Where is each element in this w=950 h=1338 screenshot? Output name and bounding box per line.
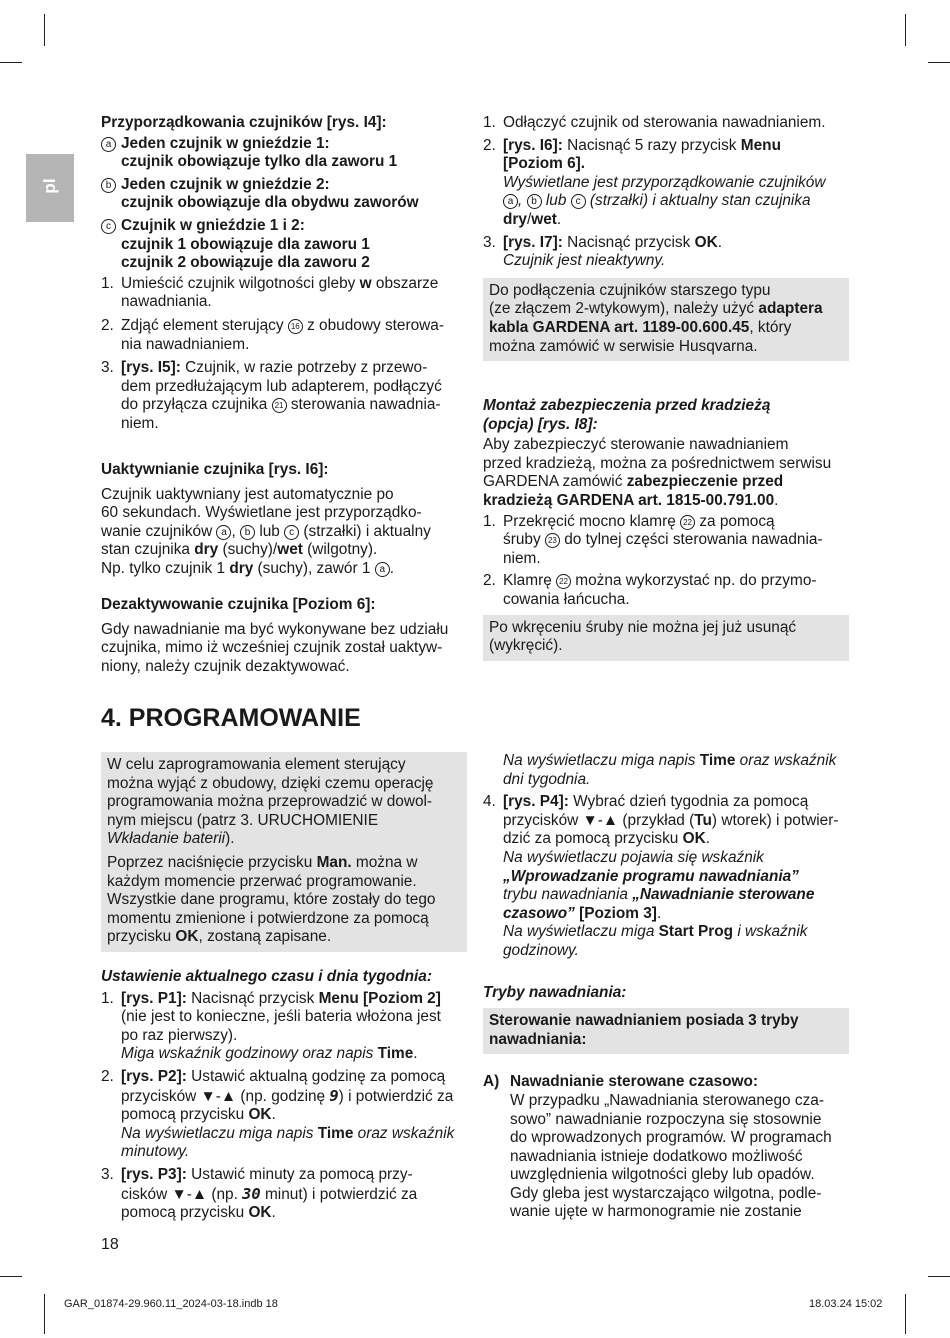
- assignment-c-line3: czujnik 2 obowiązuje dla zaworu 2: [121, 254, 370, 272]
- step-1: 1. Odłączyć czujnik od sterowania nawadnianiem.: [483, 114, 826, 131]
- circle-c-marker: c: [284, 525, 299, 540]
- segment-digit: 9: [329, 1086, 339, 1105]
- step-number: 1.: [101, 274, 114, 292]
- down-up-arrows-icon: ▼-▲: [582, 811, 619, 829]
- step-3: 3. [rys. I5]: Czujnik, w razie potrzeby z przewo- dem przedłużającym lub adapterem, podłączyć do przyłącza czujnika 21 sterowania nawadnia- niem.: [101, 359, 442, 432]
- weekday-section: Na wyświetlaczu miga napis Time oraz wskaźnik dni tygodnia. 4. [rys. P4]: Wybrać dzień tygodnia za pomocą przycisków ▼-▲ (przykład (Tu) wtorek) i potwier- dzić za pomocą przycisku OK. Na wyświetlaczu pojawia się wskaźnik „Wprowadzanie programu nawadniania” trybu nawadniania „Nawadnianie sterowane czasowo” [Poziom 3]. Na wyświetlaczu miga Start Prog i wskaźnik godzinowy. Tryby nawadniania: Sterowanie nawadnianiem posiada 3 tryby nawadniania: A) Nawadnianie sterowane czasowo: W przypadku „Nawadniania sterowanego cza- sowo” nawadnianie rozpoczyna się stosownie do wprowadzonych programów. W programach nawadniania istnieje dodatkowo możliwość uwzględnienia wilgotności gleby lub opadów. Gdy gleba jest wystarczająco wilgotna, podle- wanie ujęte w harmonogramie nie zostanie: [483, 752, 849, 1222]
- adapter-note-box: Do podłączenia czujników starszego typu (ze złączem 2-wtykowym), należy użyć adaptera kabla GARDENA art. 1189-00.600.45, który można zamówić w serwisie Husqvarna.: [483, 278, 849, 361]
- step-p1: 1. [rys. P1]: Nacisnąć przycisk Menu [Poziom 2] (nie jest to konieczne, jeśli bateria włożona jest po raz pierwszy). Miga wskaźnik godzinowy oraz napis Time.: [101, 989, 441, 1063]
- assignment-a: [101, 135, 467, 172]
- down-up-arrows-icon: ▼-▲: [200, 1087, 237, 1105]
- crop-mark: [905, 1294, 906, 1334]
- step-p4: 4. [rys. P4]: Wybrać dzień tygodnia za pomocą przycisków ▼-▲ (przykład (Tu) wtorek) i potwier- dzić za pomocą przycisku OK. Na wyświetlaczu pojawia się wskaźnik „Wprowadzanie programu nawadniania” trybu nawadniania „Nawadnianie sterowane czasowo” [Poziom 3]. Na wyświetlaczu miga Start Prog i wskaźnik godzinowy.: [483, 793, 839, 959]
- mode-a: A) Nawadnianie sterowane czasowo: W przypadku „Nawadniania sterowanego cza- sowo” nawadnianie rozpoczyna się stosownie do wprowadzonych programów. W programach nawadniania istnieje dodatkowo możliwość uwzględnienia wilgotności gleby lub opadów. Gdy gleba jest wystarczająco wilgotna, podle- wanie ujęte w harmonogramie nie zostanie: [483, 1073, 832, 1221]
- screw-note-box: Po wkręceniu śruby nie można jej już usunąć (wykręcić).: [483, 615, 849, 661]
- assignment-b-line2: czujnik obowiązuje dla obydwu zaworów: [121, 194, 419, 212]
- page-number: 18: [101, 1236, 119, 1253]
- assignment-c-line1: Czujnik w gnieździe 1 i 2:: [121, 216, 305, 234]
- circle-a-marker: a: [503, 194, 518, 209]
- circle-22-marker: 22: [556, 574, 571, 589]
- circle-b-marker: b: [240, 525, 255, 540]
- step-2: 2. [rys. I6]: Nacisnąć 5 razy przycisk Menu [Poziom 6]. Wyświetlane jest przyporządkowanie czujników a , b lub c (strzałki) i aktualny stan czujnika dry/wet.: [483, 136, 826, 228]
- circle-c-marker: c: [101, 219, 116, 234]
- crop-mark: [905, 14, 906, 46]
- circle-16-marker: 16: [288, 319, 303, 334]
- programming-note-box: W celu zaprogramowania element sterujący można wyjąć z obudowy, dzięki czemu operację programowania można przeprowadzić w dowol- nym miejscu (patrz 3. URUCHOMIENIE Wkładanie baterii). Poprzez naciśnięcie przycisku Man. można w każdym momencie przerwać programowanie. Wszystkie dane programu, które zostały do tego momentu zmienione i potwierdzone za pomocą przycisku OK, zostaną zapisane.: [101, 752, 467, 952]
- assignment-c: [101, 217, 467, 273]
- section-title: 4. PROGRAMOWANIE: [101, 704, 361, 732]
- step-p2: 2. [rys. P2]: Ustawić aktualną godzinę za pomocą przycisków ▼-▲ (np. godzinę 9) i potwierdzić za pomocą przycisku OK. Na wyświetlaczu miga napis Time oraz wskaźnik minutowy.: [101, 1067, 455, 1161]
- segment-digit: 30: [242, 1184, 261, 1203]
- down-up-arrows-icon: ▼-▲: [171, 1185, 208, 1203]
- footer-date: 18.03.24 15:02: [809, 1298, 883, 1310]
- deactivate-section: Dezaktywowanie czujnika [Poziom 6]: Gdy nawadnianie ma być wykonywane bez udziału czujnika, mimo iż wcześniej czujnik został uaktyw- niony, należy czujnik dezaktywować.: [101, 596, 467, 676]
- language-tab-label: pl: [40, 178, 59, 194]
- step-p3: 3. [rys. P3]: Ustawić minuty za pomocą przy- cisków ▼-▲ (np. 30 minut) i potwierdzić za pomocą przycisku OK.: [101, 1165, 418, 1222]
- assignment-a-line1: Jeden czujnik w gnieździe 1:: [121, 134, 330, 152]
- circle-b-marker: b: [527, 194, 542, 209]
- step-2: 2. Zdjąć element sterujący 16 z obudowy sterowa- nia nawadnianiem.: [101, 316, 444, 353]
- sensor-assignment-section: [101, 114, 467, 434]
- step-number: 3.: [101, 359, 114, 377]
- crop-mark: [928, 1276, 950, 1277]
- step-3: 3. [rys. I7]: Nacisnąć przycisk OK. Czujnik jest nieaktywny.: [483, 233, 722, 270]
- footer-file: GAR_01874-29.960.11_2024-03-18.indb 18: [64, 1298, 278, 1310]
- time-setting-heading: Ustawienie aktualnego czasu i dnia tygodnia:: [101, 968, 432, 985]
- theft-heading-line1: Montaż zabezpieczenia przed kradzieżą: [483, 397, 771, 414]
- crop-mark: [0, 1276, 22, 1277]
- assignment-b-line1: Jeden czujnik w gnieździe 2:: [121, 175, 330, 193]
- sensor-assignment-heading: Przyporządkowania czujników [rys. I4]:: [101, 114, 387, 131]
- circle-c-marker: c: [571, 194, 586, 209]
- step-1: 1. Umieścić czujnik wilgotności gleby w obszarze nawadniania.: [101, 274, 439, 311]
- circle-b-marker: b: [101, 178, 116, 193]
- deactivate-steps: [483, 114, 849, 361]
- circle-22-marker: 22: [680, 515, 695, 530]
- circle-a-marker: a: [101, 137, 116, 152]
- crop-mark: [44, 1294, 45, 1334]
- modes-box: Sterowanie nawadnianiem posiada 3 tryby nawadniania:: [483, 1008, 849, 1054]
- activate-heading: Uaktywnianie czujnika [rys. I6]:: [101, 461, 329, 478]
- crop-mark: [0, 62, 22, 63]
- assignment-a-line2: czujnik obowiązuje tylko dla zaworu 1: [121, 153, 398, 171]
- language-tab: [26, 154, 74, 222]
- step-number: 2.: [101, 316, 114, 334]
- modes-heading: Tryby nawadniania:: [483, 983, 627, 1001]
- crop-mark: [928, 62, 950, 63]
- circle-21-marker: 21: [272, 398, 287, 413]
- deactivate-heading: Dezaktywowanie czujnika [Poziom 6]:: [101, 596, 376, 613]
- time-setting-section: [101, 968, 467, 1223]
- theft-protection-section: Montaż zabezpieczenia przed kradzieżą (opcja) [rys. I8]: Aby zabezpieczyć sterowanie nawadnianiem przed kradzieżą, można za pośrednictwem serwisu GARDENA zamówić zabezpieczenie przed kradzieżą GARDENA art. 1815-00.791.00. 1. Przekręcić mocno klamrę 22 za pomocą śruby 23 do tylnej części sterowania nawadnia- niem. 2. Klamrę 22 można wykorzystać np. do przymo- cowania łańcucha. Po wkręceniu śruby nie można jej już usunąć (wykręcić).: [483, 397, 849, 661]
- theft-heading-line2: (opcja) [rys. I8]:: [483, 415, 598, 433]
- crop-mark: [44, 14, 45, 46]
- step-2: 2. Klamrę 22 można wykorzystać np. do przymo- cowania łańcucha.: [483, 572, 817, 608]
- assignment-b: [101, 176, 467, 213]
- assignment-c-line2: czujnik 1 obowiązuje dla zaworu 1: [121, 235, 370, 253]
- step-1: 1. Przekręcić mocno klamrę 22 za pomocą śruby 23 do tylnej części sterowania nawadnia- niem.: [483, 512, 823, 567]
- circle-a-marker: a: [216, 525, 231, 540]
- activate-section: Uaktywnianie czujnika [rys. I6]: Czujnik uaktywniany jest automatycznie po 60 sekundach. Wyświetlane jest przyporządko- wanie czujników a , b lub c (strzałki) i aktualny stan czujnika dry (suchy)/wet (wilgotny). Np. tylko czujnik 1 dry (suchy), zawór 1 a .: [101, 461, 467, 579]
- circle-23-marker: 23: [545, 533, 560, 548]
- circle-a-marker: a: [375, 562, 390, 577]
